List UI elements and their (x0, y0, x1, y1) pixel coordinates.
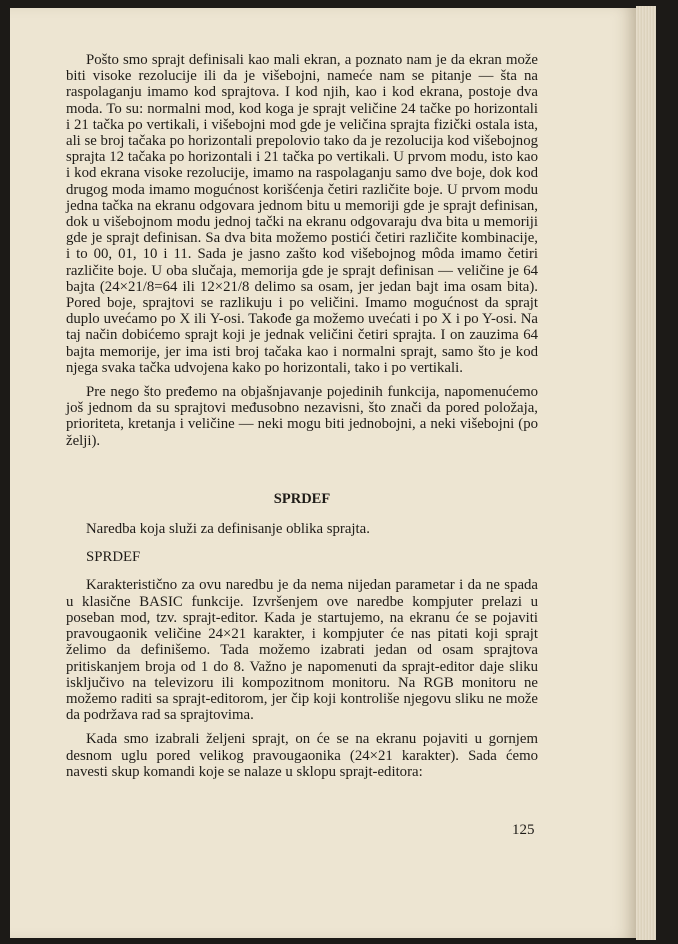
paragraph-sprite-editor-commands: Kada smo izabrali željeni sprajt, on će se na ekranu pojaviti u gornjem desnom uglu pored velikog pravougaonika (24×21 karakter). Sada ćemo navesti skup komandi koje se nalaze u sklopu sprajt-editora: (66, 731, 538, 780)
paragraph-sprite-independence: Pre nego što pređemo na objašnjavanje pojedinih funkcija, napomenućemo još jednom da su sprajtovi međusobno nezavisni, što znači da pored položaja, prioriteta, kretanja i veličine — neki mogu biti jednobojni, a neki višebojni (po želji). (66, 384, 538, 449)
paragraph-sprite-modes: Pošto smo sprajt definisali kao mali ekran, a poznato nam je da ekran može biti visoke rezolucije ili da je višebojni, nameće nam se pitanje — šta na raspolaganju imamo kod sprajtova. I kod njih, kao i kod ekrana, postoje dva moda. To su: normalni mod, kod koga je sprajt veličine 24 tačke po horizontali i 21 tačka po vertikali, i višebojni mod gde je veličina sprajta fizički ostala ista, ali se broj tačaka po horizontali prepolovio tako da je rezolucija kod višebojnog sprajta 12 tačaka po horizontali i 21 tačka po vertikali. U prvom modu, isto kao i kod ekrana visoke rezolucije, imamo na raspolaganju samo dve boje, dok kod drugog moda imamo mogućnost korišćenja četiri različite boje. U prvom modu jedna tačka na ekranu odgovara jednom bitu u memoriji gde je sprajt definisan, dok u višebojnom modu jednoj tački na ekranu odgovaraju dva bita u memoriji gde je sprajt definisan. Sa dva bita možemo postići četiri različite kombinacije, i to 00, 01, 10 i 11. Sada je jasno zašto kod višebojnog môda imamo četiri različite boje. U oba slučaja, memorija gde je sprajt definisan — veličine je 64 bajta (24×21/8=64 ili 12×21/8 delimo sa osam, jer jedan bajt ima osam bita). Pored boje, sprajtovi se razlikuju i po veličini. Imamo mogućnost da sprajt duplo uvećamo po X ili Y-osi. Takođe ga možemo uvećati i po X i po Y-osi. Na taj način dobićemo sprajt koji je jednak veličini četiri sprajta. I on zauzima 64 bajta memorije, jer ima isti broj tačaka kao i normalni sprajt, samo što je kod njega svaka tačka udvojena kako po horizontali, tako i po vertikali. (66, 52, 538, 376)
page-text-body (66, 52, 538, 780)
page-stack-edge (636, 6, 656, 940)
definition-line: Naredba koja služi za definisanje oblika sprajta. (86, 521, 370, 538)
command-line: SPRDEF (86, 549, 141, 566)
paragraph-sprdef-description: Karakteristično za ovu naredbu je da nema nijedan parametar i da ne spada u klasične BASIC funkcije. Izvršenjem ove naredbe kompjuter prelazi u poseban mod, tzv. sprajt-editor. Kada je startujemo, na ekranu će se pojaviti pravougaonik veličine 24×21 karakter, i kompjuter će nas pitati koji sprajt želimo da definišemo. Tada možemo izabrati jedan od osam sprajtova pritiskanjem broja od 1 do 8. Važno je napomenuti da sprajt-editor daje sliku isključivo na televizoru ili kompozitnom monitoru. Na RGB monitoru ne možemo raditi sa sprajt-editorom, jer čip koji kontroliše njegovu sliku ne može da podržava rad sa sprajtovima. (66, 577, 538, 724)
page-number: 125 (512, 822, 535, 838)
section-heading: SPRDEF (273, 490, 331, 507)
